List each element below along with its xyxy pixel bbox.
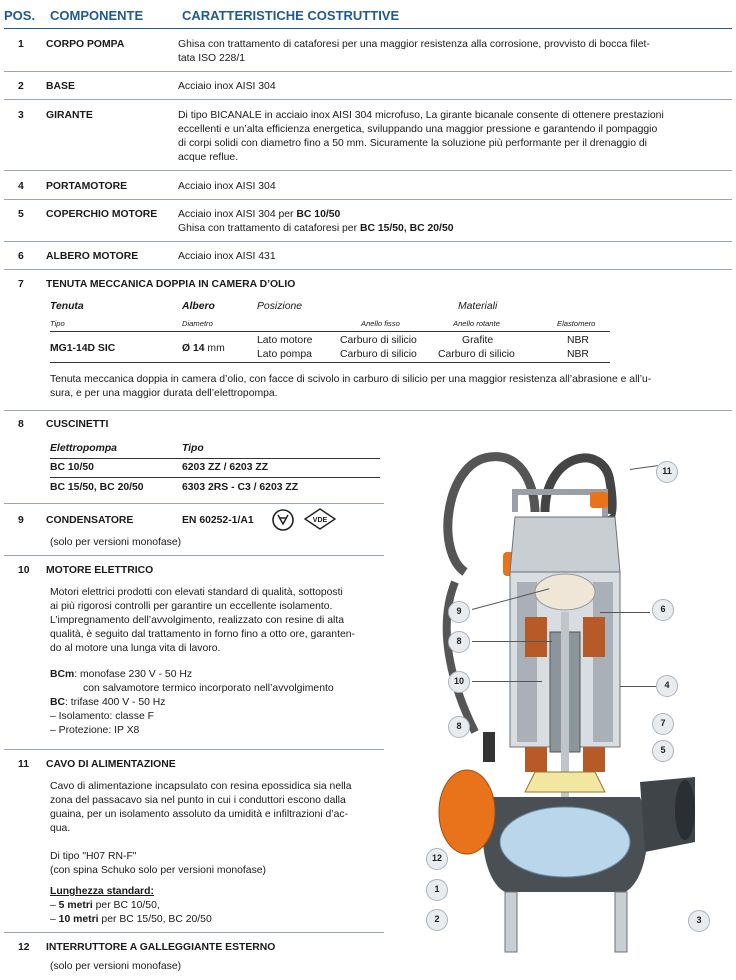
divider (4, 503, 384, 504)
divider (4, 71, 732, 72)
seal-h-elastomero: Elastomero (557, 319, 596, 328)
seal-h-materiali: Materiali (458, 301, 498, 312)
cert-mark-icon (271, 508, 295, 532)
divider (4, 199, 732, 200)
callout-2: 2 (426, 909, 448, 931)
row-name: GIRANTE (46, 110, 93, 121)
row-desc: Acciaio inox AISI 304 (178, 81, 276, 92)
seal-h-tenuta: Tenuta (50, 301, 84, 312)
row-num: 7 (18, 279, 24, 290)
seal-h-albero: Albero (182, 301, 215, 312)
callout-7: 7 (652, 713, 674, 735)
row-name: CUSCINETTI (46, 419, 109, 430)
bearings-rule (50, 458, 380, 459)
row-num: 1 (18, 39, 24, 50)
seal-h-fisso: Anello fisso (361, 319, 400, 328)
seal-note: Tenuta meccanica doppia in camera d’olio, con facce di scivolo in carburo di silicio per una maggior resistenza all’abrasione e all’u- sura, e per una maggior durata dell’elettropompa. (50, 374, 652, 399)
leader-line (472, 641, 552, 642)
cable-desc: Cavo di alimentazione incapsulato con resina epossidica sia nella zona del passacavo sia nel punto in cui i conduttori escono dalla guaina, per un isolamento assoluto da umidità e infiltrazioni d’ac- qua. (50, 781, 352, 834)
bearings-rule (50, 477, 380, 478)
condensatore-note: (solo per versioni monofase) (50, 537, 182, 548)
divider (4, 410, 732, 411)
header-componente: COMPONENTE (50, 8, 144, 23)
seal-r1-elast: NBR (567, 335, 589, 346)
row-name: COPERCHIO MOTORE (46, 209, 158, 220)
divider (4, 99, 732, 100)
row-name: MOTORE ELETTRICO (46, 565, 154, 576)
seal-rule (50, 362, 610, 363)
callout-12: 12 (426, 848, 448, 870)
row-num: 11 (18, 759, 29, 770)
seal-r2-pos: Lato pompa (257, 349, 312, 360)
leader-line (600, 612, 650, 613)
seal-rule (50, 331, 610, 332)
table-header (4, 8, 732, 28)
callout-8-lower: 8 (448, 716, 470, 738)
svg-text:VDE: VDE (312, 517, 328, 524)
callout-8: 8 (448, 631, 470, 653)
row-name: CORPO POMPA (46, 39, 125, 50)
seal-r1-pos: Lato motore (257, 335, 313, 346)
header-rule (4, 28, 732, 29)
divider (4, 932, 384, 933)
row-desc: Acciaio inox AISI 431 (178, 251, 276, 262)
row-num: 10 (18, 565, 30, 576)
condensatore-standard: EN 60252-1/A1 (182, 515, 254, 526)
seal-r2-rotante: Carburo di silicio (438, 349, 515, 360)
header-pos: POS. (4, 8, 36, 23)
row-num: 8 (18, 419, 24, 430)
motor-desc: Motori elettrici prodotti con elevati standard di qualità, sottoposti ai più rigorosi controlli per garantire un eccellente isolamento. L’impregnamento dell’avvolgimento, realizzato con resine di alta qualità, è seguito dal trattamento in forno fino a otto ore, garanten- do al motore una lunga vita di lavoro. (50, 587, 355, 654)
seal-r1-rotante: Grafite (462, 335, 494, 346)
row-desc: Acciaio inox AISI 304 (178, 181, 276, 192)
seal-h-diametro: Diametro (182, 319, 213, 328)
bearings-r2-pump: BC 15/50, BC 20/50 (50, 482, 144, 493)
leader-line (620, 686, 656, 687)
callout-4: 4 (656, 675, 678, 697)
seal-r2-fisso: Carburo di silicio (340, 349, 417, 360)
row-name: TENUTA MECCANICA DOPPIA IN CAMERA D’OLIO (46, 279, 296, 290)
callout-5: 5 (652, 740, 674, 762)
divider (4, 241, 732, 242)
callout-3: 3 (688, 910, 710, 932)
divider (4, 555, 384, 556)
row-num: 4 (18, 181, 24, 192)
row-num: 3 (18, 110, 24, 121)
row-name: INTERRUTTORE A GALLEGGIANTE ESTERNO (46, 942, 276, 953)
seal-r2-elast: NBR (567, 349, 589, 360)
callout-1: 1 (426, 879, 448, 901)
header-caratteristiche: CARATTERISTICHE COSTRUTTIVE (182, 8, 400, 23)
bearings-h-pump: Elettropompa (50, 443, 117, 454)
row-name: CAVO DI ALIMENTAZIONE (46, 759, 176, 770)
seal-type: MG1-14D SIC (50, 343, 116, 354)
row-num: 6 (18, 251, 24, 262)
row-num: 5 (18, 209, 24, 220)
row-num: 9 (18, 515, 24, 526)
callout-11: 11 (656, 461, 678, 483)
row-name: PORTAMOTORE (46, 181, 128, 192)
leader-line (472, 681, 542, 682)
divider (4, 749, 384, 750)
row-desc: Acciaio inox AISI 304 per BC 10/50 Ghisa con trattamento di cataforesi per BC 15/50, BC 20/50 (178, 209, 454, 234)
galleggiante-note: (solo per versioni monofase) (50, 961, 182, 972)
row-num: 12 (18, 942, 30, 953)
seal-r1-fisso: Carburo di silicio (340, 335, 417, 346)
callout-10: 10 (448, 671, 470, 693)
seal-h-rotante: Anello rotante (453, 319, 500, 328)
bearings-r2-type: 6303 2RS - C3 / 6203 ZZ (182, 482, 299, 493)
seal-h-tipo: Tipo (50, 319, 65, 328)
bearings-r1-type: 6203 ZZ / 6203 ZZ (182, 462, 269, 473)
row-num: 2 (18, 81, 24, 92)
row-desc: Di tipo BICANALE in acciaio inox AISI 304 microfuso, La girante bicanale consente di ottenere prestazioni eccellenti e un’alta efficienza energetica, sviluppando una maggior pressione e garantendo il pompaggio di corpi solidi con diametro fino a 50 mm. Sicuramente la soluzione più performante per il drenaggio di acque reflue. (178, 110, 664, 163)
seal-h-posizione: Posizione (257, 301, 303, 312)
row-desc: Ghisa con trattamento di cataforesi per una maggior resistenza alla corrosione, provvisto di bocca filet- tata ISO 228/1 (178, 39, 650, 64)
row-name: CONDENSATORE (46, 515, 134, 526)
vde-mark-icon (303, 507, 337, 531)
seal-diameter: Ø 14 mm (182, 343, 225, 354)
divider (4, 170, 732, 171)
row-name: ALBERO MOTORE (46, 251, 139, 262)
callout-6: 6 (652, 599, 674, 621)
bearings-h-type: Tipo (182, 443, 204, 454)
cable-type: Di tipo "H07 RN-F" (con spina Schuko solo per versioni monofase) (50, 851, 267, 876)
cable-length: Lunghezza standard: – 5 metri per BC 10/50, – 10 metri per BC 15/50, BC 20/50 (50, 886, 212, 925)
bearings-r1-pump: BC 10/50 (50, 462, 94, 473)
row-name: BASE (46, 81, 75, 92)
motor-specs: BCm: monofase 230 V - 50 Hz con salvamotore termico incorporato nell’avvolgimento BC: trifase 400 V - 50 Hz – Isolamento: classe F – Protezione: IP X8 (50, 669, 334, 736)
callout-9: 9 (448, 601, 470, 623)
divider (4, 269, 732, 270)
